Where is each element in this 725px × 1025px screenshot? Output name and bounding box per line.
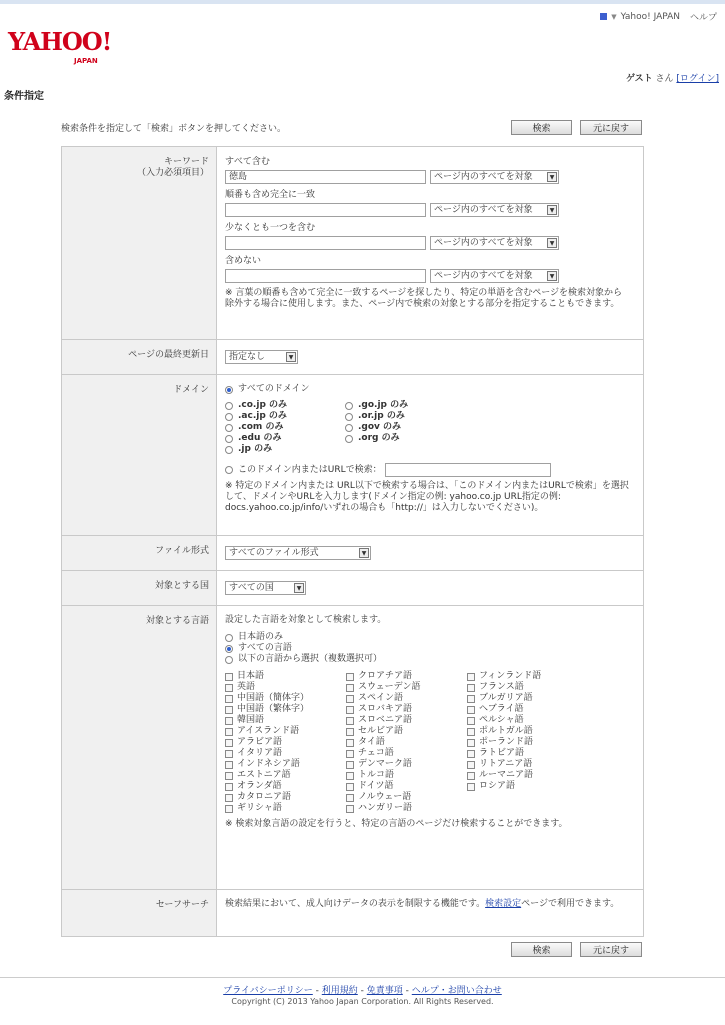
domain-custom-label: このドメイン内またはURLで検索： <box>238 464 382 475</box>
keyword-all-scope-select[interactable] <box>430 170 559 184</box>
chevron-down-icon: ▼ <box>547 172 557 182</box>
logo-sub: JAPAN <box>74 57 98 65</box>
chevron-down-icon: ▼ <box>286 352 296 362</box>
language-checkbox-label: ロシア語 <box>479 781 516 791</box>
user-name: ゲスト <box>626 74 653 84</box>
language-checkbox-item[interactable] <box>346 781 467 792</box>
language-checkbox-item[interactable] <box>467 737 588 748</box>
chevron-down-icon: ▼ <box>294 583 304 593</box>
keyword-field-all <box>225 157 643 184</box>
checkbox-icon[interactable] <box>225 750 233 758</box>
language-checkbox-item[interactable] <box>467 770 588 781</box>
radio-icon[interactable] <box>225 656 233 664</box>
filetype-value: すべてのファイル形式 <box>229 547 319 558</box>
checkbox-icon[interactable] <box>467 706 475 714</box>
domain-url-input[interactable] <box>385 463 551 477</box>
keyword-all-scope-value: ページ内のすべてを対象 <box>434 171 533 182</box>
keyword-exact-scope-value: ページ内のすべてを対象 <box>434 204 533 215</box>
language-checkbox-label: 中国語（繁体字） <box>237 704 310 714</box>
radio-icon[interactable] <box>345 435 353 443</box>
domain-label: ドメイン <box>62 375 217 535</box>
language-checkbox-label: フランス語 <box>479 682 524 692</box>
language-checkbox-item[interactable] <box>467 781 588 792</box>
country-row <box>62 571 643 606</box>
keyword-exact-input[interactable] <box>225 203 426 217</box>
keyword-all-input[interactable]: 徳島 <box>225 170 426 184</box>
checkbox-icon[interactable] <box>467 739 475 747</box>
checkbox-icon[interactable] <box>225 783 233 791</box>
language-checkbox-label: トルコ語 <box>358 770 395 780</box>
language-checkbox-item[interactable] <box>467 671 588 682</box>
domain-all-label: すべてのドメイン <box>238 384 310 394</box>
radio-icon[interactable] <box>225 466 233 474</box>
language-label: 対象とする言語 <box>62 606 217 889</box>
language-checkbox-item[interactable] <box>467 759 588 770</box>
language-checkbox-label: タイ語 <box>358 737 385 747</box>
checkbox-icon[interactable] <box>346 728 354 736</box>
checkbox-icon[interactable] <box>225 673 233 681</box>
keyword-row <box>62 147 643 340</box>
keyword-any-scope-value: ページ内のすべてを対象 <box>434 237 533 248</box>
language-checkbox-item[interactable] <box>467 682 588 693</box>
domain-options <box>225 400 643 455</box>
checkbox-icon[interactable] <box>225 739 233 747</box>
language-checkbox-label: ブルガリア語 <box>479 693 533 703</box>
language-checkbox-item[interactable] <box>346 803 467 814</box>
safesearch-row <box>62 890 643 936</box>
help-contact-link[interactable]: ヘルプ・お問い合わせ <box>411 986 502 996</box>
checkbox-icon[interactable] <box>346 794 354 802</box>
language-mode-label: 日本語のみ <box>238 632 284 642</box>
language-checkbox-item[interactable] <box>225 715 346 726</box>
country-value: すべての国 <box>229 582 274 593</box>
keyword-label-line2: （入力必須項目） <box>136 168 209 178</box>
radio-icon[interactable] <box>225 446 233 454</box>
checkbox-icon[interactable] <box>467 728 475 736</box>
language-checkbox-item[interactable] <box>467 704 588 715</box>
radio-icon[interactable] <box>225 413 233 421</box>
language-checkbox-item[interactable] <box>346 759 467 770</box>
domain-option[interactable] <box>225 411 345 422</box>
checkbox-icon[interactable] <box>225 772 233 780</box>
yahoo-logo[interactable] <box>8 27 112 65</box>
domain-option[interactable] <box>345 433 465 444</box>
language-checkbox-item[interactable] <box>225 693 346 704</box>
domain-option-label: .org のみ <box>358 433 400 443</box>
keyword-exclude-scope-value: ページ内のすべてを対象 <box>434 270 533 281</box>
chevron-down-icon: ▼ <box>547 271 557 281</box>
language-checkbox-item[interactable] <box>467 748 588 759</box>
filetype-select[interactable] <box>225 546 371 560</box>
keyword-field-exclude <box>225 256 643 283</box>
language-mode-label: すべての言語 <box>238 643 292 653</box>
logo-main: YAHOO! <box>8 27 112 56</box>
language-checkbox-label: ノルウェー語 <box>358 792 412 802</box>
safesearch-text <box>225 899 630 910</box>
domain-option-label: .com のみ <box>238 422 284 432</box>
filetype-field <box>217 536 643 570</box>
language-checkbox-item[interactable] <box>225 781 346 792</box>
language-column-2 <box>346 671 467 814</box>
language-checkbox-item[interactable] <box>346 770 467 781</box>
language-checkbox-label: アイスランド語 <box>237 726 300 736</box>
radio-selected-icon[interactable] <box>225 645 233 653</box>
keyword-exact-label: 順番も含め完全に一致 <box>225 190 316 200</box>
radio-icon[interactable] <box>225 424 233 432</box>
language-checkbox-label: スウェーデン語 <box>358 682 421 692</box>
language-checkbox-label: ヘブライ語 <box>479 704 524 714</box>
keyword-field-exact <box>225 190 643 217</box>
language-checkbox-label: カタロニア語 <box>237 792 292 802</box>
footer-divider <box>0 977 725 978</box>
language-checkbox-item[interactable] <box>467 715 588 726</box>
keyword-fields <box>217 147 643 339</box>
language-checkbox-item[interactable] <box>225 671 346 682</box>
keyword-label <box>62 147 217 339</box>
language-checkbox-label: ルーマニア語 <box>479 770 534 780</box>
checkbox-icon[interactable] <box>225 706 233 714</box>
search-button[interactable]: 検索 <box>511 942 572 957</box>
language-checkbox-label: リトアニア語 <box>479 759 533 769</box>
domain-option-label: .ac.jp のみ <box>238 411 287 421</box>
domain-custom-option[interactable] <box>225 463 643 477</box>
language-checkbox-item[interactable] <box>225 737 346 748</box>
radio-icon[interactable] <box>345 402 353 410</box>
checkbox-icon[interactable] <box>467 673 475 681</box>
language-checkbox-label: アラビア語 <box>237 737 283 747</box>
domain-option[interactable] <box>225 444 345 455</box>
language-checkbox-item[interactable] <box>225 803 346 814</box>
language-mode-label: 以下の言語から選択（複数選択可） <box>238 654 383 664</box>
checkbox-icon[interactable] <box>225 717 233 725</box>
language-checkbox-label: セルビア語 <box>358 726 404 736</box>
lastmod-select[interactable] <box>225 350 298 364</box>
filetype-label: ファイル形式 <box>62 536 217 570</box>
language-checkbox-item[interactable] <box>346 704 467 715</box>
chevron-down-icon: ▼ <box>359 548 369 558</box>
domain-option-label: .edu のみ <box>238 433 282 443</box>
language-checkbox-label: クロアチア語 <box>358 671 413 681</box>
checkbox-icon[interactable] <box>346 750 354 758</box>
domain-row <box>62 375 643 536</box>
language-checkbox-item[interactable] <box>346 682 467 693</box>
language-checkbox-item[interactable] <box>346 726 467 737</box>
language-checkbox-item[interactable] <box>467 693 588 704</box>
checkbox-icon[interactable] <box>346 706 354 714</box>
checkbox-icon[interactable] <box>346 761 354 769</box>
language-checkbox-label: 韓国語 <box>237 715 265 725</box>
instruction-text: 検索条件を指定して「検索」ボタンを押してください。 <box>61 124 287 134</box>
domain-option-label: .gov のみ <box>358 422 402 432</box>
checkbox-icon[interactable] <box>346 673 354 681</box>
checkbox-icon[interactable] <box>225 695 233 703</box>
language-checkbox-label: 日本語 <box>237 671 265 681</box>
top-nav <box>600 10 717 23</box>
language-checkbox-label: ペルシャ語 <box>479 715 524 725</box>
domain-option[interactable] <box>345 422 465 433</box>
language-checkbox-label: エストニア語 <box>237 770 291 780</box>
copyright: Copyright (C) 2013 Yahoo Japan Corporation. All Rights Reserved. <box>231 997 494 1006</box>
language-checkbox-label: ハンガリー語 <box>358 803 413 813</box>
chevron-down-icon: ▼ <box>547 205 557 215</box>
checkbox-icon[interactable] <box>346 684 354 692</box>
country-field <box>217 571 643 605</box>
checkbox-icon[interactable] <box>467 783 475 791</box>
keyword-all-label: すべて含む <box>225 157 270 167</box>
language-checkbox-label: ポーランド語 <box>479 737 534 747</box>
language-checkbox-item[interactable] <box>346 715 467 726</box>
language-checkbox-item[interactable] <box>346 671 467 682</box>
page-title: 条件指定 <box>4 91 44 102</box>
domain-field <box>217 375 643 535</box>
lastmod-row <box>62 340 643 375</box>
language-checkbox-item[interactable] <box>225 748 346 759</box>
language-checkbox-label: ドイツ語 <box>358 781 394 791</box>
domain-option[interactable] <box>345 411 465 422</box>
checkbox-icon[interactable] <box>467 695 475 703</box>
checkbox-icon[interactable] <box>467 750 475 758</box>
checkbox-icon[interactable] <box>225 794 233 802</box>
privacy-policy-link[interactable]: プライバシーポリシー <box>223 986 313 996</box>
language-checkbox-label: スペイン語 <box>358 693 404 703</box>
checkbox-icon[interactable] <box>467 684 475 692</box>
language-checkbox-label: フィンランド語 <box>479 671 542 681</box>
search-button[interactable]: 検索 <box>511 120 572 135</box>
safesearch-field <box>217 890 643 936</box>
safesearch-text-after: ページで利用できます。 <box>521 899 620 909</box>
checkbox-icon[interactable] <box>225 761 233 769</box>
keyword-note: ※ 言葉の順番も含めて完全に一致するページを探したり、特定の単語を含むページを検索対象から除外する場合に使用します。また、ページ内で検索の対象とする部分を指定することもできます。 <box>225 288 623 309</box>
domain-option-label: .go.jp のみ <box>358 400 409 410</box>
checkbox-icon[interactable] <box>225 684 233 692</box>
checkbox-icon[interactable] <box>346 783 354 791</box>
language-checkbox-item[interactable] <box>346 748 467 759</box>
language-checkbox-item[interactable] <box>225 759 346 770</box>
checkbox-icon[interactable] <box>346 717 354 725</box>
language-field <box>217 606 643 889</box>
lastmod-field <box>217 340 643 374</box>
radio-icon[interactable] <box>345 413 353 421</box>
reset-button[interactable]: 元に戻す <box>580 942 642 957</box>
language-checkbox-item[interactable] <box>225 770 346 781</box>
radio-icon[interactable] <box>225 634 233 642</box>
language-checkbox-item[interactable] <box>225 682 346 693</box>
radio-selected-icon[interactable] <box>225 386 233 394</box>
user-honorific: さん <box>655 74 674 84</box>
checkbox-icon[interactable] <box>225 728 233 736</box>
language-checkbox-item[interactable] <box>225 792 346 803</box>
language-checkbox-label: 中国語（簡体字） <box>237 693 310 703</box>
keyword-any-input[interactable] <box>225 236 426 250</box>
language-mode-japanese[interactable] <box>225 632 643 643</box>
reset-button[interactable]: 元に戻す <box>580 120 642 135</box>
language-checkbox-label: ギリシャ語 <box>237 803 282 813</box>
language-checkbox-label: インドネシア語 <box>237 759 300 769</box>
language-checkbox-label: ポルトガル語 <box>479 726 533 736</box>
lastmod-label: ページの最終更新日 <box>62 340 217 374</box>
language-checkbox-label: 英語 <box>237 682 256 692</box>
domain-all-option[interactable] <box>225 384 643 395</box>
domain-option-label: .jp のみ <box>238 444 273 454</box>
checkbox-icon[interactable] <box>467 772 475 780</box>
language-checkbox-grid <box>225 671 643 814</box>
radio-icon[interactable] <box>225 402 233 410</box>
terms-link[interactable]: 利用規約 <box>321 986 358 996</box>
language-checkbox-item[interactable] <box>467 726 588 737</box>
keyword-exact-scope-select[interactable] <box>430 203 559 217</box>
language-column-3 <box>467 671 588 814</box>
language-checkbox-item[interactable] <box>346 737 467 748</box>
language-checkbox-label: イタリア語 <box>237 748 283 758</box>
search-conditions-form <box>61 146 644 937</box>
filetype-row <box>62 536 643 571</box>
keyword-exclude-input[interactable] <box>225 269 426 283</box>
safesearch-text-before: 検索結果において、成人向けデータの表示を制限する機能です。 <box>225 899 486 909</box>
language-row <box>62 606 643 890</box>
disclaimer-link[interactable]: 免責事項 <box>366 986 403 996</box>
checkbox-icon[interactable] <box>346 695 354 703</box>
checkbox-icon[interactable] <box>346 772 354 780</box>
chevron-down-icon: ▼ <box>547 238 557 248</box>
bottom-buttons <box>511 942 642 957</box>
language-checkbox-label: チェコ語 <box>358 748 394 758</box>
keyword-exclude-scope-select[interactable] <box>430 269 559 283</box>
language-checkbox-item[interactable] <box>225 726 346 737</box>
language-checkbox-item[interactable] <box>225 704 346 715</box>
language-checkbox-item[interactable] <box>346 693 467 704</box>
country-select[interactable] <box>225 581 306 595</box>
checkbox-icon[interactable] <box>467 717 475 725</box>
domain-option[interactable] <box>225 433 345 444</box>
language-column-1 <box>225 671 346 814</box>
language-checkbox-label: スロバキア語 <box>358 704 413 714</box>
language-checkbox-label: スロベニア語 <box>358 715 413 725</box>
radio-icon[interactable] <box>345 424 353 432</box>
keyword-exclude-label: 含めない <box>225 256 262 266</box>
checkbox-icon[interactable] <box>467 761 475 769</box>
domain-note: ※ 特定のドメイン内または URL以下で検索する場合は、「このドメイン内またはURLで検索」を選択して、ドメインやURLを入力します(ドメイン指定の例: yahoo.co.jp URL指定の例: docs.yahoo.co.jp/info/いずれの場合も「http://」は入力しないでください)。 <box>225 481 629 513</box>
domain-option-label: .co.jp のみ <box>238 400 288 410</box>
language-intro: 設定した言語を対象として検索します。 <box>225 615 387 625</box>
keyword-field-any <box>225 223 643 250</box>
keyword-label-line1: キーワード <box>163 157 209 167</box>
language-checkbox-label: デンマーク語 <box>358 759 412 769</box>
language-checkbox-item[interactable] <box>346 792 467 803</box>
radio-icon[interactable] <box>225 435 233 443</box>
language-note: ※ 検索対象言語の設定を行うと、特定の言語のページだけ検索することができます。 <box>225 819 568 829</box>
help-link[interactable]: ヘルプ <box>689 13 717 23</box>
mail-icon[interactable] <box>600 13 607 20</box>
user-status <box>626 71 719 84</box>
domain-option[interactable] <box>345 400 465 411</box>
country-label: 対象とする国 <box>62 571 217 605</box>
search-settings-link[interactable]: 検索設定 <box>485 899 522 909</box>
keyword-any-scope-select[interactable] <box>430 236 559 250</box>
safesearch-label: セーフサーチ <box>62 890 217 936</box>
domain-option[interactable] <box>225 422 345 433</box>
top-buttons <box>511 120 642 135</box>
checkbox-icon[interactable] <box>346 739 354 747</box>
language-checkbox-label: オランダ語 <box>237 781 282 791</box>
language-checkbox-label: ラトビア語 <box>479 748 525 758</box>
login-link[interactable]: [ログイン] <box>676 74 719 84</box>
footer-links: プライバシーポリシー - 利用規約 - 免責事項 - ヘルプ・お問い合わせ <box>223 986 502 996</box>
top-bar <box>0 0 725 4</box>
language-mode-all[interactable] <box>225 643 643 654</box>
lastmod-value: 指定なし <box>229 351 266 362</box>
keyword-any-label: 少なくとも一つを含む <box>225 223 316 233</box>
domain-option-label: .or.jp のみ <box>358 411 405 421</box>
site-link[interactable]: Yahoo! JAPAN <box>620 11 680 22</box>
checkbox-icon[interactable] <box>346 805 354 813</box>
language-mode-select[interactable] <box>225 654 643 665</box>
checkbox-icon[interactable] <box>225 805 233 813</box>
domain-option[interactable] <box>225 400 345 411</box>
dropdown-triangle-icon[interactable]: ▼ <box>611 12 617 21</box>
